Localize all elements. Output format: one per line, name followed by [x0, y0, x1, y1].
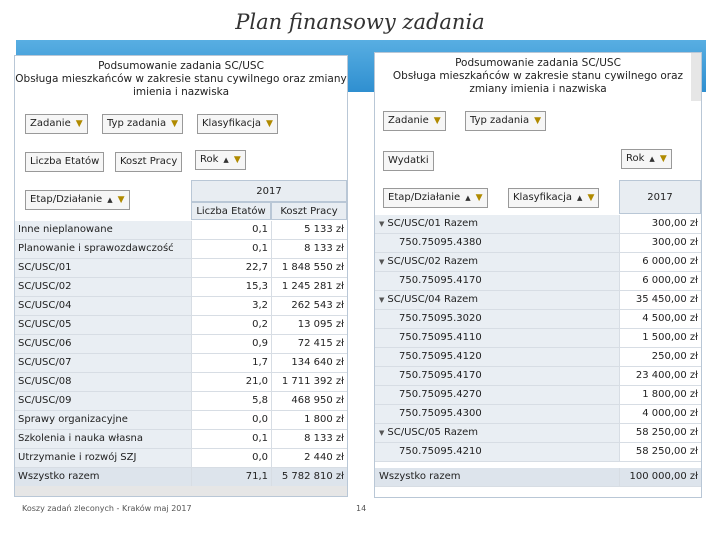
measure-liczba-etatow-label: Liczba Etatów: [30, 156, 100, 167]
cell-liczba-etatow: 0,1: [191, 240, 271, 258]
table-row: [15, 259, 347, 278]
left-horizontal-scrollbar[interactable]: [15, 486, 347, 496]
row-label: Planowanie i sprawozdawczość: [15, 240, 191, 258]
row-label: [375, 367, 619, 385]
measure-koszt-pracy-button[interactable]: [115, 152, 182, 172]
row-label-text: 750.75095.4170: [399, 370, 482, 381]
cell-wydatki: 35 450,00 zł: [619, 291, 701, 309]
cell-liczba-etatow: 0,9: [191, 335, 271, 353]
cell-liczba-etatow: 15,3: [191, 278, 271, 296]
row-field-etap-button[interactable]: [383, 188, 488, 208]
cell-koszt-pracy: 134 640 zł: [271, 354, 347, 372]
table-row: [15, 354, 347, 373]
left-pivot-panel: [14, 55, 348, 497]
sort-asc-icon: ▲: [223, 156, 229, 164]
filter-funnel-icon: ▼: [233, 155, 241, 165]
cell-wydatki: 300,00 zł: [619, 215, 701, 233]
table-row: [375, 405, 701, 424]
cell-koszt-pracy: 5 782 810 zł: [271, 468, 347, 486]
cell-wydatki: 23 400,00 zł: [619, 367, 701, 385]
row-label: [375, 215, 619, 233]
table-row: [375, 367, 701, 386]
year-header: 2017: [191, 180, 347, 202]
cell-wydatki: 6 000,00 zł: [619, 253, 701, 271]
cell-koszt-pracy: 468 950 zł: [271, 392, 347, 410]
table-row: [15, 373, 347, 392]
measure-koszt-pracy-label: Koszt Pracy: [120, 156, 178, 167]
cell-koszt-pracy: 72 415 zł: [271, 335, 347, 353]
right-title-line-1: Podsumowanie zadania SC/USC: [455, 57, 621, 69]
cell-wydatki: 300,00 zł: [619, 234, 701, 252]
measure-wydatki-label: Wydatki: [388, 155, 429, 166]
sort-asc-icon: ▲: [465, 194, 471, 202]
collapse-chevron-icon[interactable]: ▼: [379, 296, 385, 304]
table-row: [375, 329, 701, 348]
cell-liczba-etatow: 3,2: [191, 297, 271, 315]
right-title-line-3: zmiany imienia i nazwiska: [469, 83, 607, 95]
group-row[interactable]: [375, 291, 701, 310]
right-title-line-2: Obsługa mieszkańców w zakresie stanu cywilnego oraz: [392, 70, 684, 82]
slide-title: Plan finansowy zadania: [235, 10, 485, 34]
filter-funnel-icon: ▼: [266, 119, 273, 129]
collapse-chevron-icon[interactable]: ▼: [379, 220, 385, 228]
total-row: [375, 468, 701, 487]
group-row[interactable]: [375, 215, 701, 234]
right-title-scrollbar[interactable]: [691, 53, 701, 101]
row-label-text: 750.75095.3020: [399, 313, 482, 324]
cell-wydatki: 58 250,00 zł: [619, 443, 701, 461]
column-field-rok-button[interactable]: [621, 149, 672, 169]
filter-funnel-icon: ▼: [534, 116, 542, 126]
table-row: [15, 316, 347, 335]
row-label: [375, 291, 619, 309]
cell-liczba-etatow: 0,1: [191, 430, 271, 448]
cell-koszt-pracy: 1 711 392 zł: [271, 373, 347, 391]
table-row: [15, 221, 347, 240]
row-label: [375, 424, 619, 442]
row-field-klasyfikacja-label: Klasyfikacja: [513, 192, 573, 203]
year-header: 2017: [619, 180, 701, 214]
filter-klasyfikacja-label: Klasyfikacja: [202, 118, 262, 129]
row-field-klasyfikacja-button[interactable]: [508, 188, 599, 208]
measure-wydatki-button[interactable]: [383, 151, 434, 171]
left-panel-title: [15, 60, 347, 99]
left-title-line-2: Obsługa mieszkańców w zakresie stanu cywilnego oraz zmiany: [15, 73, 347, 85]
filter-typ-zadania-button[interactable]: [465, 111, 546, 131]
column-field-rok-label: Rok: [626, 153, 645, 164]
measure-liczba-etatow-button[interactable]: [25, 152, 104, 172]
table-row: [15, 278, 347, 297]
row-label: SC/USC/05: [15, 316, 191, 334]
table-row: [375, 386, 701, 405]
row-label: [375, 405, 619, 423]
table-row: [375, 310, 701, 329]
row-label-text: SC/USC/02 Razem: [387, 256, 479, 267]
right-panel-title: [375, 57, 701, 96]
row-label: [375, 310, 619, 328]
cell-wydatki: 58 250,00 zł: [619, 424, 701, 442]
filter-funnel-icon: ▼: [659, 154, 667, 164]
row-label: [375, 443, 619, 461]
table-row: [15, 335, 347, 354]
filter-zadanie-button[interactable]: [383, 111, 446, 131]
filter-zadanie-label: Zadanie: [30, 118, 71, 129]
row-label: SC/USC/07: [15, 354, 191, 372]
table-row: [15, 411, 347, 430]
cell-liczba-etatow: 0,0: [191, 449, 271, 467]
row-label: SC/USC/08: [15, 373, 191, 391]
cell-liczba-etatow: 0,2: [191, 316, 271, 334]
sort-asc-icon: ▲: [649, 155, 655, 163]
row-label-text: 750.75095.4110: [399, 332, 482, 343]
cell-liczba-etatow: 71,1: [191, 468, 271, 486]
filter-typ-zadania-button[interactable]: [102, 114, 183, 134]
row-label: [375, 329, 619, 347]
table-row: [15, 392, 347, 411]
row-label-text: SC/USC/04 Razem: [387, 294, 479, 305]
row-label: Inne nieplanowane: [15, 221, 191, 239]
total-row: [15, 468, 347, 487]
filter-funnel-icon: ▼: [171, 119, 179, 129]
row-label-text: Wszystko razem: [379, 471, 461, 482]
cell-koszt-pracy: 1 800 zł: [271, 411, 347, 429]
row-label: [375, 468, 619, 486]
cell-wydatki: 1 800,00 zł: [619, 386, 701, 404]
filter-typ-zadania-label: Typ zadania: [107, 118, 167, 129]
row-label-text: 750.75095.4170: [399, 275, 482, 286]
row-label: Utrzymanie i rozwój SZJ: [15, 449, 191, 467]
cell-koszt-pracy: 8 133 zł: [271, 240, 347, 258]
row-label-text: 750.75095.4380: [399, 237, 482, 248]
filter-zadanie-button[interactable]: [25, 114, 88, 134]
cell-liczba-etatow: 22,7: [191, 259, 271, 277]
col-header-koszt-pracy: Koszt Pracy: [271, 202, 347, 220]
cell-wydatki: 250,00 zł: [619, 348, 701, 366]
cell-koszt-pracy: 5 133 zł: [271, 221, 347, 239]
table-row: [15, 449, 347, 468]
row-label-text: 750.75095.4120: [399, 351, 482, 362]
cell-koszt-pracy: 8 133 zł: [271, 430, 347, 448]
cell-wydatki: 1 500,00 zł: [619, 329, 701, 347]
cell-koszt-pracy: 2 440 zł: [271, 449, 347, 467]
row-label: SC/USC/01: [15, 259, 191, 277]
cell-wydatki: 4 500,00 zł: [619, 310, 701, 328]
column-field-rok-label: Rok: [200, 154, 219, 165]
row-label-text: 750.75095.4210: [399, 446, 482, 457]
cell-liczba-etatow: 5,8: [191, 392, 271, 410]
group-row[interactable]: [375, 253, 701, 272]
cell-wydatki: 100 000,00 zł: [619, 468, 701, 486]
table-row: [15, 430, 347, 449]
row-label: [375, 234, 619, 252]
table-row: [375, 348, 701, 367]
filter-klasyfikacja-button[interactable]: [197, 114, 278, 134]
collapse-chevron-icon[interactable]: ▼: [379, 429, 385, 437]
row-label: SC/USC/06: [15, 335, 191, 353]
table-row: [375, 443, 701, 462]
filter-funnel-icon: ▼: [587, 193, 595, 203]
row-label-text: 750.75095.4300: [399, 408, 482, 419]
row-field-etap-button[interactable]: [25, 190, 130, 210]
row-label: [375, 272, 619, 290]
filter-typ-zadania-label: Typ zadania: [470, 115, 530, 126]
col-header-liczba-etatow: Liczba Etatów: [191, 202, 271, 220]
cell-wydatki: 6 000,00 zł: [619, 272, 701, 290]
table-row: [375, 272, 701, 291]
sort-asc-icon: ▲: [107, 196, 113, 204]
filter-zadanie-label: Zadanie: [388, 115, 429, 126]
group-row[interactable]: [375, 424, 701, 443]
cell-koszt-pracy: 1 848 550 zł: [271, 259, 347, 277]
row-label: [375, 348, 619, 366]
cell-liczba-etatow: 21,0: [191, 373, 271, 391]
row-label: Sprawy organizacyjne: [15, 411, 191, 429]
cell-liczba-etatow: 0,1: [191, 221, 271, 239]
filter-funnel-icon: ▼: [75, 119, 83, 129]
filter-funnel-icon: ▼: [433, 116, 441, 126]
table-row: [15, 297, 347, 316]
left-title-line-3: imienia i nazwiska: [132, 86, 230, 98]
row-label: [375, 253, 619, 271]
row-label: SC/USC/09: [15, 392, 191, 410]
row-label-text: SC/USC/01 Razem: [387, 218, 479, 229]
table-row: [15, 240, 347, 259]
cell-liczba-etatow: 1,7: [191, 354, 271, 372]
cell-koszt-pracy: 13 095 zł: [271, 316, 347, 334]
row-field-etap-label: Etap/Działanie: [30, 194, 103, 205]
cell-wydatki: 4 000,00 zł: [619, 405, 701, 423]
filter-funnel-icon: ▼: [475, 193, 483, 203]
filter-funnel-icon: ▼: [117, 195, 125, 205]
row-label: Wszystko razem: [15, 468, 191, 486]
row-label-text: 750.75095.4270: [399, 389, 482, 400]
left-title-line-1: Podsumowanie zadania SC/USC: [98, 60, 264, 72]
row-label: Szkolenia i nauka własna: [15, 430, 191, 448]
cell-koszt-pracy: 1 245 281 zł: [271, 278, 347, 296]
row-label-text: SC/USC/05 Razem: [387, 427, 479, 438]
table-row: [375, 234, 701, 253]
right-pivot-panel: [374, 52, 702, 498]
sort-asc-icon: ▲: [577, 194, 583, 202]
footer-text: Koszy zadań zleconych - Kraków maj 2017: [22, 504, 192, 513]
row-label: SC/USC/02: [15, 278, 191, 296]
cell-koszt-pracy: 262 543 zł: [271, 297, 347, 315]
collapse-chevron-icon[interactable]: ▼: [379, 258, 385, 266]
page-number: 14: [356, 504, 367, 513]
row-label: SC/USC/04: [15, 297, 191, 315]
cell-liczba-etatow: 0,0: [191, 411, 271, 429]
column-field-rok-button[interactable]: [195, 150, 246, 170]
row-field-etap-label: Etap/Działanie: [388, 192, 461, 203]
row-label: [375, 386, 619, 404]
